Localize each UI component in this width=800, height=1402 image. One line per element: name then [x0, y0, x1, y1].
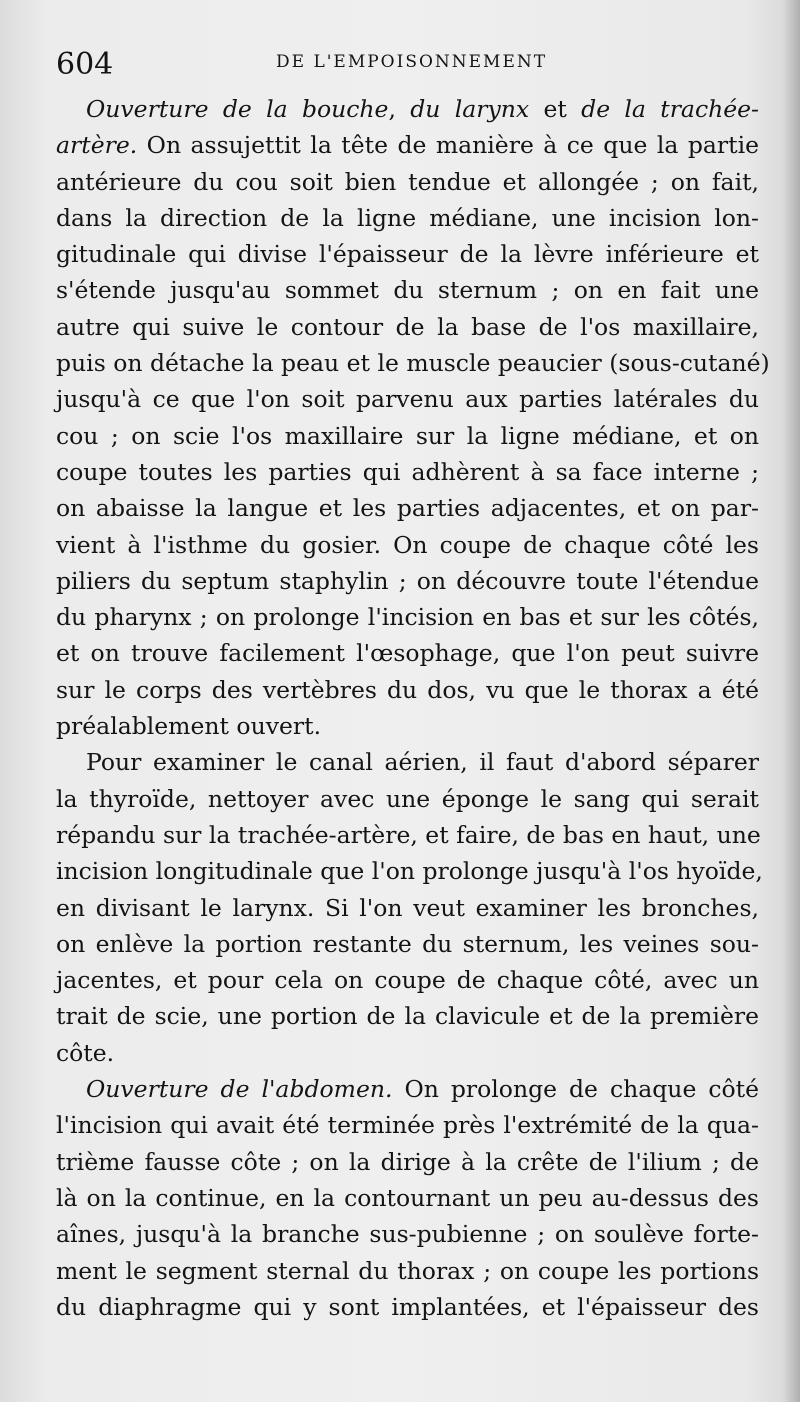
- text-line-1: Ouverture de la bouche, du larynx et de la trachée-: [86, 95, 759, 123]
- text-line-31: là on la continue, en la contournant un peu au-dessus des: [56, 1183, 759, 1212]
- text-line-22: incision longitudinale que l'on prolonge jusqu'à l'os hyoïde,: [56, 857, 763, 886]
- page-header: [56, 40, 756, 90]
- page-gutter-shadow: [782, 0, 800, 1402]
- text-line-18: préalablement ouvert.: [56, 712, 322, 741]
- text-line-6: s'étende jusqu'au sommet du sternum ; on en fait une: [56, 276, 759, 305]
- text-line-25: jacentes, et pour cela on coupe de chaque côté, avec un: [56, 966, 759, 995]
- text-line-11: coupe toutes les parties qui adhèrent à sa face interne ;: [56, 457, 759, 486]
- text-line-14: piliers du septum staphylin ; on découvre toute l'étendue: [56, 566, 759, 595]
- text-line-27: côte.: [56, 1038, 115, 1067]
- text-line-10: cou ; on scie l'os maxillaire sur la ligne médiane, et on: [56, 421, 759, 450]
- section-heading-abdomen: Ouverture de l'abdomen.: [86, 1075, 393, 1104]
- section-heading-bouche: Ouverture de la bouche: [86, 95, 389, 123]
- text-line-7: autre qui suive le contour de la base de l'os maxillaire,: [56, 312, 759, 341]
- text-line-9: jusqu'à ce que l'on soit parvenu aux parties latérales du: [56, 385, 759, 414]
- text-line-24: on enlève la portion restante du sternum, les veines sou-: [56, 929, 759, 958]
- text-line-17: sur le corps des vertèbres du dos, vu que le thorax a été: [56, 675, 759, 704]
- text-line-28: Ouverture de l'abdomen. On prolonge de chaque côté: [86, 1075, 759, 1104]
- text-line-2: artère. On assujettit la tête de manière à ce que la partie: [56, 131, 759, 160]
- text-line-33: ment le segment sternal du thorax ; on coupe les portions: [56, 1256, 759, 1285]
- text-line-15: du pharynx ; on prolonge l'incision en bas et sur les côtés,: [56, 603, 759, 632]
- text-line-5: gitudinale qui divise l'épaisseur de la lèvre inférieure et: [56, 240, 759, 269]
- text-line-20: la thyroïde, nettoyer avec une éponge le sang qui serait: [56, 784, 759, 813]
- text-line-30: trième fausse côte ; on la dirige à la crête de l'ilium ; de: [56, 1147, 759, 1176]
- text-line-12: on abaisse la langue et les parties adjacentes, et on par-: [56, 494, 759, 523]
- page-number: 604: [56, 47, 114, 82]
- text-line-8: puis on détache la peau et le muscle peaucier (sous-cutané): [56, 349, 770, 378]
- text-line-34: du diaphragme qui y sont implantées, et l'épaisseur des: [56, 1292, 759, 1321]
- body-text: [56, 91, 770, 1325]
- text-line-21: répandu sur la trachée-artère, et faire, de bas en haut, une: [56, 820, 761, 849]
- text-line-32: aînes, jusqu'à la branche sus-pubienne ; on soulève forte-: [56, 1220, 759, 1249]
- text-line-3: antérieure du cou soit bien tendue et allongée ; on fait,: [56, 167, 759, 196]
- text-line-26: trait de scie, une portion de la clavicule et de la première: [56, 1002, 759, 1031]
- text-line-19: Pour examiner le canal aérien, il faut d'abord séparer: [86, 748, 759, 777]
- text-line-13: vient à l'isthme du gosier. On coupe de chaque côté les: [56, 530, 759, 559]
- text-line-23: en divisant le larynx. Si l'on veut examiner les bronches,: [56, 893, 759, 922]
- text-line-29: l'incision qui avait été terminée près l'extrémité de la qua-: [56, 1111, 759, 1140]
- running-title: DE L'EMPOISONNEMENT: [276, 52, 548, 72]
- text-line-4: dans la direction de la ligne médiane, une incision lon-: [56, 203, 759, 232]
- text-line-16: et on trouve facilement l'œsophage, que l'on peut suivre: [56, 639, 759, 668]
